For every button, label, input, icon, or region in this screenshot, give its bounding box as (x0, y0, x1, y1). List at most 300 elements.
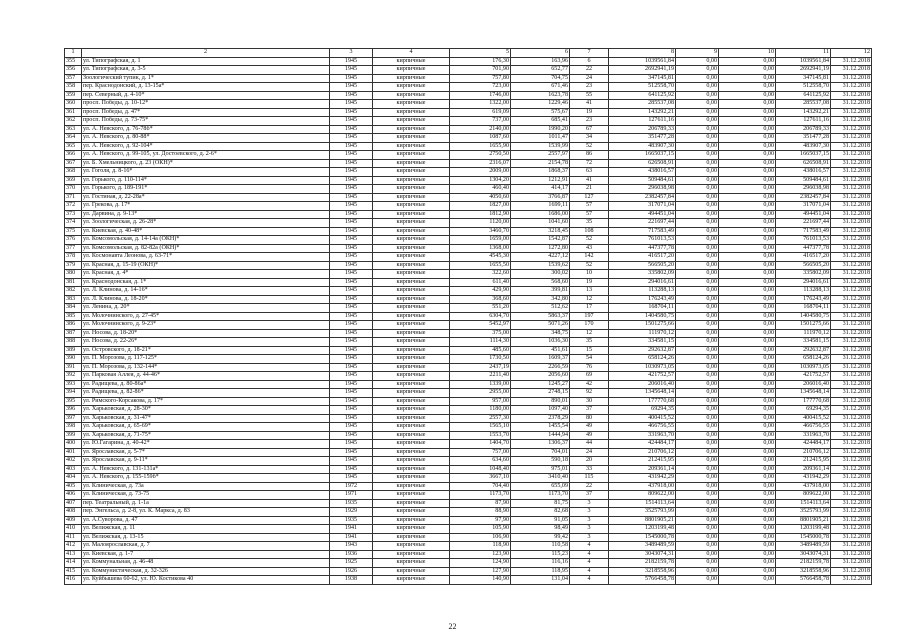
cell-address: ул. А. Невского, д. 131-131а* (82, 465, 330, 474)
cell-date: 31.12.2018 (831, 329, 872, 338)
cell-wall-material: кирпичные (373, 550, 450, 559)
cell-address: ул. А.Суворова, д. 47 (82, 516, 330, 525)
cell-year-built: 1945 (330, 134, 373, 143)
cell-row-no: 358 (65, 83, 82, 92)
cell-row-no: 401 (65, 448, 82, 457)
cell-value-4: 1665037,15 (776, 151, 831, 160)
cell-date: 31.12.2018 (831, 108, 872, 117)
cell-value-2: 0,00 (676, 117, 719, 126)
cell-address: ул. П. Морозова, д. 132-144* (82, 363, 330, 372)
cell-address: ул. Харьковская, д. 31-47* (82, 414, 330, 423)
cell-value-1: 1030973,05 (609, 363, 676, 372)
cell-living-area: 4227,12 (511, 253, 570, 262)
cell-year-built: 1945 (330, 74, 373, 83)
table-row (65, 525, 872, 534)
cell-date: 31.12.2018 (831, 244, 872, 253)
cell-value-1: 1501275,66 (609, 321, 676, 330)
cell-value-3: 0,00 (719, 491, 776, 500)
cell-total-area: 1304,20 (450, 176, 511, 185)
cell-date: 31.12.2018 (831, 542, 872, 551)
cell-date: 31.12.2018 (831, 210, 872, 219)
table-row (65, 533, 872, 542)
cell-wall-material: кирпичные (373, 185, 450, 194)
cell-flats: 10 (570, 270, 609, 279)
cell-flats: 35 (570, 338, 609, 347)
cell-year-built: 1945 (330, 474, 373, 483)
cell-year-built: 1945 (330, 338, 373, 347)
cell-value-4: 424484,17 (776, 440, 831, 449)
cell-address: пер. Энгельса, д. 2-8, ул. К. Маркса, д. 83 (82, 508, 330, 517)
cell-wall-material: кирпичные (373, 448, 450, 457)
cell-row-no: 398 (65, 423, 82, 432)
cell-value-3: 0,00 (719, 287, 776, 296)
cell-year-built: 1945 (330, 380, 373, 389)
cell-value-4: 221697,44 (776, 219, 831, 228)
cell-value-2: 0,00 (676, 533, 719, 542)
cell-address: ул. П. Морозова, д. 117-125* (82, 355, 330, 364)
cell-value-2: 0,00 (676, 457, 719, 466)
cell-flats: 44 (570, 440, 609, 449)
cell-row-no: 377 (65, 244, 82, 253)
cell-value-4: 168704,11 (776, 304, 831, 313)
cell-address: пер. Северный, д. 4-10* (82, 91, 330, 100)
cell-row-no: 369 (65, 176, 82, 185)
header-cell-year-built: 3 (330, 49, 373, 58)
cell-row-no: 384 (65, 304, 82, 313)
table-row (65, 270, 872, 279)
cell-value-3: 0,00 (719, 117, 776, 126)
cell-value-4: 206789,33 (776, 125, 831, 134)
cell-year-built: 1945 (330, 329, 373, 338)
cell-wall-material: кирпичные (373, 176, 450, 185)
cell-living-area: 890,01 (511, 397, 570, 406)
cell-row-no: 397 (65, 414, 82, 423)
cell-date: 31.12.2018 (831, 389, 872, 398)
cell-value-2: 0,00 (676, 108, 719, 117)
cell-wall-material: кирпичные (373, 117, 450, 126)
cell-wall-material: кирпичные (373, 397, 450, 406)
cell-value-3: 0,00 (719, 499, 776, 508)
cell-living-area: 3766,87 (511, 193, 570, 202)
cell-total-area: 322,60 (450, 270, 511, 279)
cell-wall-material: кирпичные (373, 151, 450, 160)
cell-living-area: 1306,37 (511, 440, 570, 449)
cell-value-3: 0,00 (719, 457, 776, 466)
cell-value-3: 0,00 (719, 304, 776, 313)
header-cell-living-area: 6 (511, 49, 570, 58)
table-row (65, 355, 872, 364)
cell-value-3: 0,00 (719, 321, 776, 330)
cell-date: 31.12.2018 (831, 414, 872, 423)
cell-value-1: 2182159,78 (609, 559, 676, 568)
cell-value-4: 809622,00 (776, 491, 831, 500)
cell-total-area: 757,80 (450, 74, 511, 83)
cell-value-2: 0,00 (676, 499, 719, 508)
cell-living-area: 5071,26 (511, 321, 570, 330)
cell-value-4: 210706,12 (776, 448, 831, 457)
cell-value-1: 494451,04 (609, 210, 676, 219)
cell-value-1: 335802,09 (609, 270, 676, 279)
cell-value-3: 0,00 (719, 151, 776, 160)
cell-value-1: 512558,70 (609, 83, 676, 92)
cell-wall-material: кирпичные (373, 380, 450, 389)
cell-year-built: 1945 (330, 389, 373, 398)
cell-total-area: 2211,40 (450, 372, 511, 381)
header-cell-value-1: 8 (609, 49, 676, 58)
cell-row-no: 365 (65, 142, 82, 151)
registry-sheet (64, 48, 870, 585)
cell-total-area: 87,90 (450, 499, 511, 508)
cell-flats: 49 (570, 423, 609, 432)
cell-date: 31.12.2018 (831, 423, 872, 432)
cell-value-2: 0,00 (676, 414, 719, 423)
cell-value-4: 2382457,84 (776, 193, 831, 202)
header-cell-row-no: 1 (65, 49, 82, 58)
cell-value-1: 809622,00 (609, 491, 676, 500)
cell-value-2: 0,00 (676, 346, 719, 355)
cell-value-2: 0,00 (676, 338, 719, 347)
cell-date: 31.12.2018 (831, 533, 872, 542)
cell-value-1: 509484,61 (609, 176, 676, 185)
cell-address: ул. Харьковская, д. 28-30* (82, 406, 330, 415)
cell-date: 31.12.2018 (831, 261, 872, 270)
cell-flats: 41 (570, 176, 609, 185)
cell-total-area: 1368,00 (450, 244, 511, 253)
cell-wall-material: кирпичные (373, 74, 450, 83)
cell-value-3: 0,00 (719, 516, 776, 525)
cell-wall-material: кирпичные (373, 465, 450, 474)
table-row (65, 406, 872, 415)
cell-value-2: 0,00 (676, 363, 719, 372)
cell-value-4: 143292,21 (776, 108, 831, 117)
cell-row-no: 412 (65, 542, 82, 551)
cell-value-1: 437918,00 (609, 482, 676, 491)
cell-date: 31.12.2018 (831, 236, 872, 245)
cell-value-1: 69294,35 (609, 406, 676, 415)
cell-value-1: 331963,70 (609, 431, 676, 440)
cell-date: 31.12.2018 (831, 193, 872, 202)
cell-row-no: 387 (65, 329, 82, 338)
cell-year-built: 1945 (330, 304, 373, 313)
cell-row-no: 372 (65, 202, 82, 211)
cell-year-built: 1941 (330, 525, 373, 534)
cell-value-2: 0,00 (676, 474, 719, 483)
cell-year-built: 1945 (330, 151, 373, 160)
cell-row-no: 370 (65, 185, 82, 194)
cell-flats: 52 (570, 261, 609, 270)
cell-address: ул. Носова, д. 18-20* (82, 329, 330, 338)
cell-wall-material: кирпичные (373, 567, 450, 576)
cell-address: ул. Ленина, д. 20* (82, 304, 330, 313)
cell-row-no: 406 (65, 491, 82, 500)
cell-value-1: 466756,55 (609, 423, 676, 432)
cell-wall-material: кирпичные (373, 406, 450, 415)
cell-value-2: 0,00 (676, 202, 719, 211)
cell-living-area: 704,01 (511, 448, 570, 457)
cell-value-2: 0,00 (676, 329, 719, 338)
table-row (65, 227, 872, 236)
header-cell-value-2: 9 (676, 49, 719, 58)
cell-living-area: 652,77 (511, 66, 570, 75)
cell-value-2: 0,00 (676, 516, 719, 525)
cell-value-4: 335802,09 (776, 270, 831, 279)
cell-living-area: 1011,47 (511, 134, 570, 143)
cell-value-1: 294016,61 (609, 278, 676, 287)
cell-living-area: 2266,59 (511, 363, 570, 372)
cell-living-area: 671,46 (511, 83, 570, 92)
cell-value-2: 0,00 (676, 559, 719, 568)
cell-value-2: 0,00 (676, 431, 719, 440)
cell-value-1: 641125,92 (609, 91, 676, 100)
cell-value-1: 8801905,21 (609, 516, 676, 525)
cell-total-area: 757,00 (450, 448, 511, 457)
cell-flats: 108 (570, 227, 609, 236)
cell-value-2: 0,00 (676, 542, 719, 551)
table-row (65, 312, 872, 321)
cell-total-area: 123,90 (450, 550, 511, 559)
table-row (65, 159, 872, 168)
cell-total-area: 1812,90 (450, 210, 511, 219)
cell-living-area: 1229,46 (511, 100, 570, 109)
cell-flats: 69 (570, 372, 609, 381)
cell-total-area: 1404,70 (450, 440, 511, 449)
cell-row-no: 399 (65, 431, 82, 440)
cell-value-4: 1030973,05 (776, 363, 831, 372)
cell-value-4: 176243,49 (776, 295, 831, 304)
cell-flats: 41 (570, 100, 609, 109)
cell-address: ул. Велижская, д. 11 (82, 525, 330, 534)
cell-value-3: 0,00 (719, 346, 776, 355)
cell-total-area: 140,90 (450, 576, 511, 585)
cell-date: 31.12.2018 (831, 491, 872, 500)
cell-total-area: 1659,00 (450, 236, 511, 245)
cell-flats: 43 (570, 244, 609, 253)
cell-year-built: 1945 (330, 142, 373, 151)
cell-address: ул. Ю.Гагарина, д. 40-42* (82, 440, 330, 449)
cell-value-4: 3489489,59 (776, 542, 831, 551)
cell-year-built: 1945 (330, 117, 373, 126)
cell-address: ул. Ярославская, д. 9-11* (82, 457, 330, 466)
cell-address: ул. Комсомольская, д. 14-14а (ОКН)* (82, 236, 330, 245)
cell-living-area: 685,41 (511, 117, 570, 126)
cell-date: 31.12.2018 (831, 100, 872, 109)
table-row (65, 431, 872, 440)
cell-value-3: 0,00 (719, 559, 776, 568)
cell-address: ул. Носова, д. 22-26* (82, 338, 330, 347)
cell-value-1: 177770,68 (609, 397, 676, 406)
cell-value-2: 0,00 (676, 134, 719, 143)
cell-value-4: 431942,29 (776, 474, 831, 483)
cell-wall-material: кирпичные (373, 525, 450, 534)
cell-value-1: 1039561,84 (609, 57, 676, 66)
cell-value-4: 2182159,78 (776, 559, 831, 568)
cell-year-built: 1972 (330, 482, 373, 491)
cell-value-3: 0,00 (719, 100, 776, 109)
cell-value-3: 0,00 (719, 533, 776, 542)
cell-living-area: 1245,27 (511, 380, 570, 389)
table-row (65, 210, 872, 219)
cell-living-area: 2748,15 (511, 389, 570, 398)
cell-living-area: 975,01 (511, 465, 570, 474)
cell-value-2: 0,00 (676, 448, 719, 457)
cell-row-no: 411 (65, 533, 82, 542)
cell-flats: 19 (570, 278, 609, 287)
cell-wall-material: кирпичные (373, 253, 450, 262)
table-row (65, 304, 872, 313)
cell-flats: 3 (570, 508, 609, 517)
table-row (65, 465, 872, 474)
cell-value-4: 1404580,75 (776, 312, 831, 321)
cell-value-4: 294016,61 (776, 278, 831, 287)
cell-value-4: 400415,52 (776, 414, 831, 423)
cell-address: просп. Победы, д. 10-12* (82, 100, 330, 109)
cell-total-area: 1114,30 (450, 338, 511, 347)
cell-value-1: 127611,16 (609, 117, 676, 126)
cell-flats: 15 (570, 346, 609, 355)
cell-date: 31.12.2018 (831, 287, 872, 296)
cell-total-area: 2316,07 (450, 159, 511, 168)
cell-living-area: 1699,11 (511, 202, 570, 211)
table-row (65, 338, 872, 347)
cell-flats: 55 (570, 91, 609, 100)
cell-wall-material: кирпичные (373, 457, 450, 466)
cell-value-1: 626508,91 (609, 159, 676, 168)
cell-row-no: 379 (65, 261, 82, 270)
cell-flats: 49 (570, 431, 609, 440)
cell-year-built: 1945 (330, 219, 373, 228)
cell-address: ул. Клиническая, д. 73а (82, 482, 330, 491)
table-row (65, 508, 872, 517)
cell-row-no: 404 (65, 474, 82, 483)
table-row (65, 346, 872, 355)
cell-date: 31.12.2018 (831, 406, 872, 415)
cell-row-no: 409 (65, 516, 82, 525)
cell-date: 31.12.2018 (831, 134, 872, 143)
cell-row-no: 378 (65, 253, 82, 262)
table-row (65, 66, 872, 75)
cell-living-area: 451,61 (511, 346, 570, 355)
cell-address: ул. Коммунальная, д. 46-48 (82, 559, 330, 568)
cell-value-2: 0,00 (676, 372, 719, 381)
cell-year-built: 1945 (330, 423, 373, 432)
cell-date: 31.12.2018 (831, 253, 872, 262)
header-cell-total-area: 5 (450, 49, 511, 58)
cell-address: ул. А. Невского, д. 155-159б* (82, 474, 330, 483)
cell-address: ул. А. Невского, д. 80-88* (82, 134, 330, 143)
cell-value-2: 0,00 (676, 261, 719, 270)
cell-year-built: 1945 (330, 312, 373, 321)
cell-flats: 52 (570, 142, 609, 151)
cell-value-1: 566505,20 (609, 261, 676, 270)
cell-wall-material: кирпичные (373, 312, 450, 321)
cell-wall-material: кирпичные (373, 210, 450, 219)
cell-value-4: 2692941,19 (776, 66, 831, 75)
cell-year-built: 1945 (330, 159, 373, 168)
cell-flats: 80 (570, 414, 609, 423)
cell-address: ул. Л. Клинова, д. 18-20* (82, 295, 330, 304)
cell-value-3: 0,00 (719, 448, 776, 457)
header-cell-date: 12 (831, 49, 872, 58)
cell-address: ул. Космонавта Леонова, д. 63-71* (82, 253, 330, 262)
cell-year-built: 1945 (330, 278, 373, 287)
cell-address: ул. Коммунистическая, д. 32-326 (82, 567, 330, 576)
cell-value-1: 658124,26 (609, 355, 676, 364)
cell-flats: 23 (570, 117, 609, 126)
cell-date: 31.12.2018 (831, 219, 872, 228)
cell-living-area: 2056,60 (511, 372, 570, 381)
cell-year-built: 1945 (330, 355, 373, 364)
cell-wall-material: кирпичные (373, 533, 450, 542)
cell-flats: 19 (570, 108, 609, 117)
cell-address: ул. Киевская, д. 40-48* (82, 227, 330, 236)
cell-total-area: 4050,60 (450, 193, 511, 202)
cell-total-area: 1827,00 (450, 202, 511, 211)
cell-address: ул. Молочнинского, д. 9-23* (82, 321, 330, 330)
cell-total-area: 704,40 (450, 482, 511, 491)
cell-value-4: 509484,61 (776, 176, 831, 185)
cell-value-3: 0,00 (719, 83, 776, 92)
cell-living-area: 1272,80 (511, 244, 570, 253)
cell-value-4: 209361,14 (776, 465, 831, 474)
cell-row-no: 360 (65, 100, 82, 109)
cell-address: ул. Радищева, д. 82-86* (82, 389, 330, 398)
cell-value-4: 447377,78 (776, 244, 831, 253)
cell-row-no: 400 (65, 440, 82, 449)
cell-value-1: 483907,30 (609, 142, 676, 151)
cell-value-3: 0,00 (719, 508, 776, 517)
cell-wall-material: кирпичные (373, 338, 450, 347)
cell-value-3: 0,00 (719, 210, 776, 219)
cell-value-4: 1501275,66 (776, 321, 831, 330)
cell-year-built: 1945 (330, 440, 373, 449)
cell-row-no: 390 (65, 355, 82, 364)
cell-flats: 12 (570, 329, 609, 338)
cell-wall-material: кирпичные (373, 236, 450, 245)
cell-total-area: 97,90 (450, 516, 511, 525)
cell-row-no: 359 (65, 91, 82, 100)
cell-wall-material: кирпичные (373, 482, 450, 491)
cell-value-2: 0,00 (676, 91, 719, 100)
cell-value-2: 0,00 (676, 83, 719, 92)
cell-wall-material: кирпичные (373, 66, 450, 75)
cell-value-2: 0,00 (676, 465, 719, 474)
cell-value-1: 1203199,48 (609, 525, 676, 534)
table-row (65, 176, 872, 185)
cell-value-4: 761013,53 (776, 236, 831, 245)
table-row (65, 380, 872, 389)
cell-wall-material: кирпичные (373, 508, 450, 517)
cell-row-no: 368 (65, 168, 82, 177)
cell-value-2: 0,00 (676, 397, 719, 406)
cell-value-4: 127611,16 (776, 117, 831, 126)
cell-value-3: 0,00 (719, 567, 776, 576)
cell-value-2: 0,00 (676, 576, 719, 585)
cell-value-1: 334581,15 (609, 338, 676, 347)
cell-value-1: 416517,20 (609, 253, 676, 262)
cell-date: 31.12.2018 (831, 550, 872, 559)
cell-value-2: 0,00 (676, 389, 719, 398)
cell-value-3: 0,00 (719, 202, 776, 211)
cell-flats: 33 (570, 465, 609, 474)
housing-registry-table (64, 48, 872, 585)
cell-value-2: 0,00 (676, 185, 719, 194)
cell-date: 31.12.2018 (831, 185, 872, 194)
cell-total-area: 88,90 (450, 508, 511, 517)
cell-address: ул. А. Невского, д. 76-78б* (82, 125, 330, 134)
cell-year-built: 1945 (330, 406, 373, 415)
cell-value-2: 0,00 (676, 567, 719, 576)
cell-row-no: 361 (65, 108, 82, 117)
